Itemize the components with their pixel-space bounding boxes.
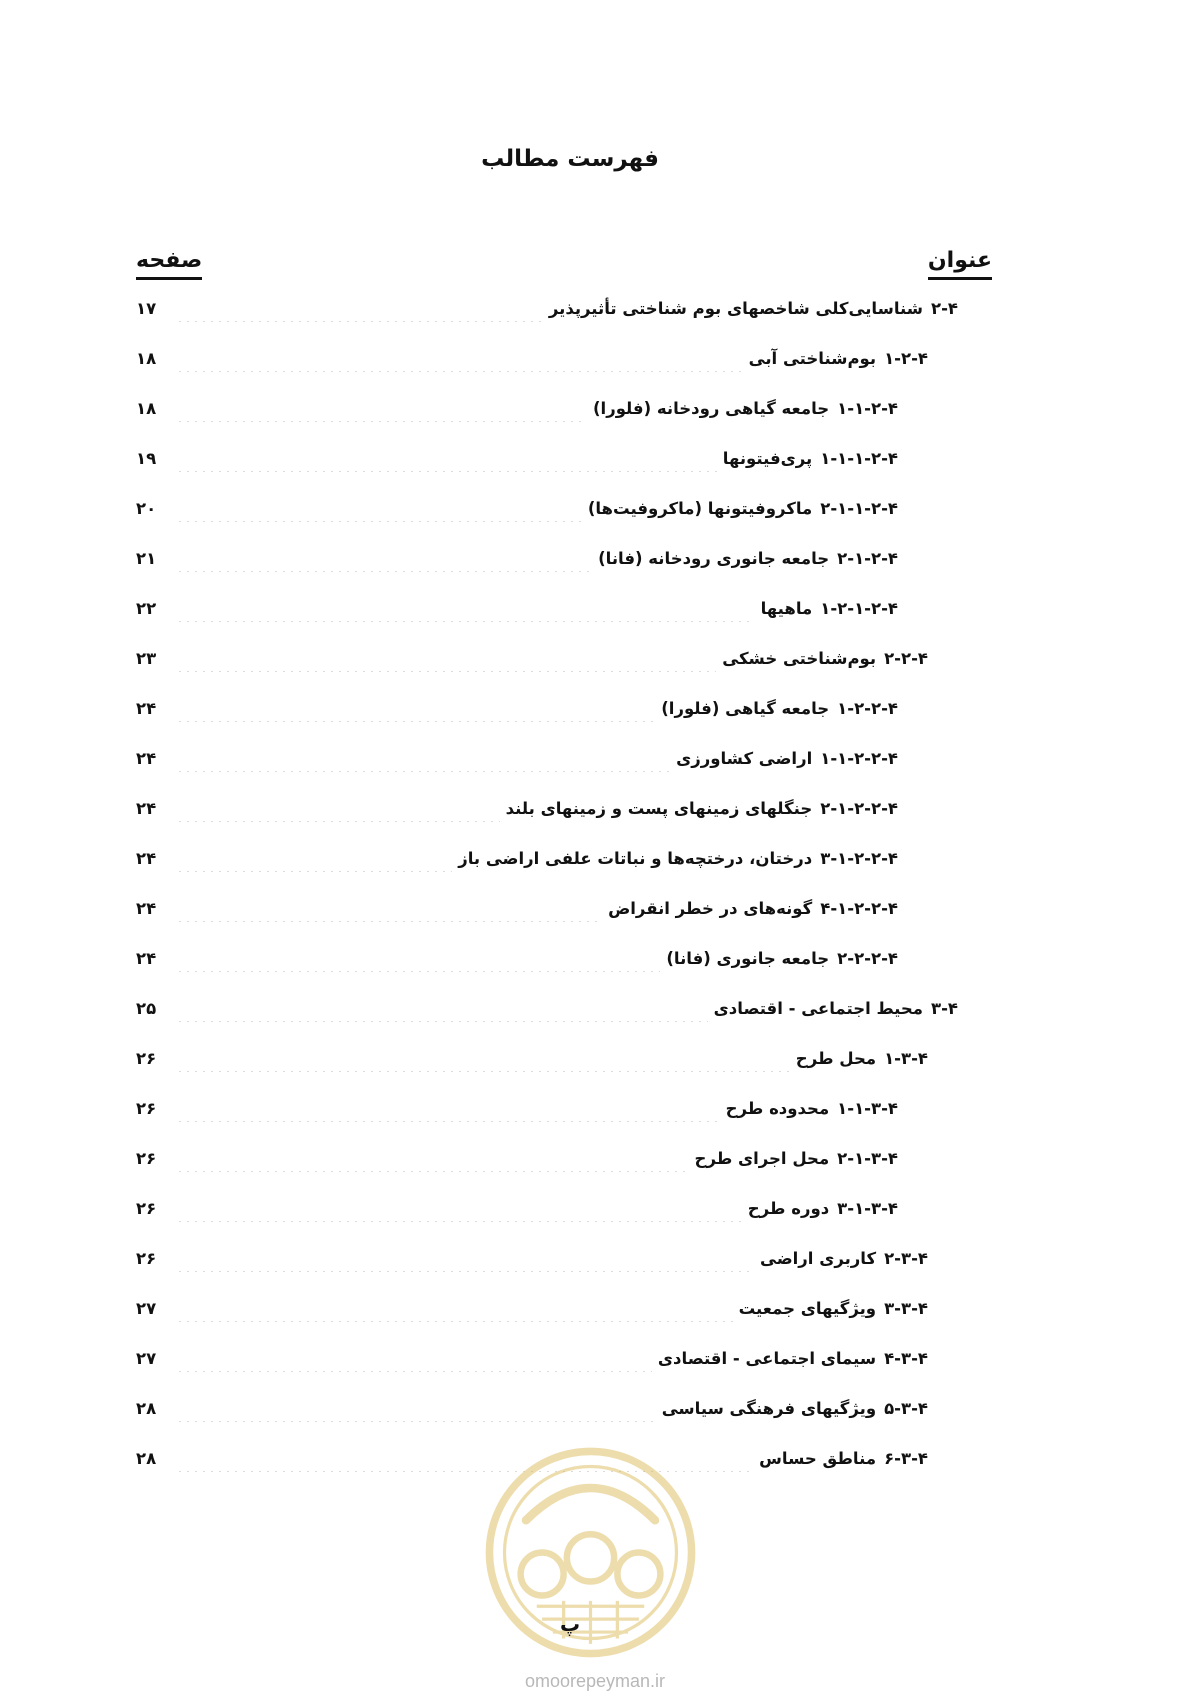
toc-page-number: ۲۸: [136, 1399, 157, 1418]
dot-leader: [176, 746, 670, 772]
toc-label: شناسایی‌کلی شاخصهای بوم شناختی تأثیرپذیر: [548, 299, 923, 318]
toc-number: ۲-۴: [931, 299, 958, 318]
dot-leader: [176, 696, 655, 722]
dot-leader: [176, 1246, 754, 1272]
toc-page-number: ۲۷: [136, 1299, 157, 1318]
toc-number: ۱-۲-۲-۴: [837, 699, 898, 718]
toc-page-number: ۲۴: [136, 799, 157, 818]
dot-leader: [176, 496, 582, 522]
dot-leader: [176, 946, 660, 972]
toc-page-number: ۲۶: [136, 1199, 157, 1218]
toc-row: [136, 846, 958, 896]
toc-page-number: ۲۴: [136, 899, 157, 918]
dot-leader: [176, 396, 587, 422]
dot-leader: [176, 896, 602, 922]
toc-page-number: ۲۳: [136, 649, 157, 668]
toc-row: [136, 446, 958, 496]
toc-row: [136, 1346, 958, 1396]
toc-page-number: ۲۴: [136, 849, 157, 868]
toc-row: [136, 996, 958, 1046]
page-number: پ: [559, 1612, 581, 1636]
toc-row: [136, 1196, 958, 1246]
toc-number: ۵-۳-۴: [884, 1399, 928, 1418]
toc-label: گونه‌های در خطر انقراض: [608, 899, 813, 918]
toc-number: ۶-۳-۴: [884, 1449, 928, 1468]
toc-label: محیط اجتماعی - اقتصادی: [713, 999, 923, 1018]
dot-leader: [176, 296, 543, 322]
dot-leader: [176, 1146, 689, 1172]
page-title: فهرست مطالب: [481, 146, 659, 172]
dot-leader: [176, 1346, 652, 1372]
toc-row: [136, 296, 958, 346]
toc-number: ۲-۲-۴: [884, 649, 928, 668]
toc-page-number: ۱۸: [136, 399, 157, 418]
toc-number: ۳-۱-۲-۲-۴: [820, 849, 898, 868]
toc-label: ویژگیهای فرهنگی سیاسی: [661, 1399, 877, 1418]
dot-leader: [176, 1296, 733, 1322]
toc-number: ۳-۱-۳-۴: [837, 1199, 898, 1218]
dot-leader: [176, 796, 500, 822]
toc-row: [136, 1096, 958, 1146]
column-header-title: عنوان: [928, 248, 992, 280]
toc-row: [136, 1246, 958, 1296]
dot-leader: [176, 1396, 656, 1422]
dot-leader: [176, 446, 717, 472]
toc-number: ۲-۳-۴: [884, 1249, 928, 1268]
dot-leader: [176, 346, 743, 372]
toc-label: محل طرح: [795, 1049, 877, 1068]
toc-label: محدوده طرح: [725, 1099, 830, 1118]
toc-label: ماکروفیتونها (ماکروفیت‌ها): [587, 499, 813, 518]
toc-number: ۱-۳-۴: [884, 1049, 928, 1068]
toc-number: ۱-۱-۲-۴: [837, 399, 898, 418]
toc-page-number: ۱۹: [136, 449, 157, 468]
toc-label: مناطق حساس: [759, 1449, 877, 1468]
dot-leader: [176, 596, 755, 622]
toc-number: ۱-۱-۳-۴: [837, 1099, 898, 1118]
toc-label: جامعه جانوری (فانا): [666, 949, 830, 968]
toc-row: [136, 546, 958, 596]
toc-row: [136, 1396, 958, 1446]
dot-leader: [176, 846, 452, 872]
toc-label: محل اجرای طرح: [694, 1149, 830, 1168]
toc-row: [136, 596, 958, 646]
toc-row: [136, 1296, 958, 1346]
toc-number: ۴-۳-۴: [884, 1349, 928, 1368]
toc-label: سیمای اجتماعی - اقتصادی: [657, 1349, 877, 1368]
toc-row: [136, 1046, 958, 1096]
toc-label: بوم‌شناختی آبی: [748, 349, 877, 368]
toc-label: ماهیها: [760, 599, 813, 618]
toc-row: [136, 896, 958, 946]
toc-page-number: ۲۲: [136, 599, 157, 618]
toc-row: [136, 396, 958, 446]
toc-number: ۴-۱-۲-۲-۴: [820, 899, 898, 918]
toc-page-number: ۲۷: [136, 1349, 157, 1368]
dot-leader: [176, 996, 708, 1022]
toc-page-number: ۲۶: [136, 1249, 157, 1268]
toc-row: [136, 496, 958, 546]
dot-leader: [176, 1096, 720, 1122]
dot-leader: [176, 546, 592, 572]
toc-number: ۱-۲-۴: [884, 349, 928, 368]
dot-leader: [176, 646, 716, 672]
dot-leader: [176, 1196, 742, 1222]
watermark-url: omoorepeyman.ir: [524, 1671, 666, 1691]
toc-label: کاربری اراضی: [760, 1249, 877, 1268]
toc-row: [136, 1146, 958, 1196]
toc-page-number: ۲۵: [136, 999, 157, 1018]
toc-page-number: ۲۶: [136, 1149, 157, 1168]
toc-number: ۲-۲-۲-۴: [837, 949, 898, 968]
toc-page-number: ۲۸: [136, 1449, 157, 1468]
table-of-contents: [136, 296, 958, 1496]
toc-number: ۳-۴: [931, 999, 958, 1018]
toc-page-number: ۲۴: [136, 949, 157, 968]
toc-page-number: ۲۴: [136, 699, 157, 718]
column-header-page: صفحه: [136, 248, 202, 280]
toc-number: ۲-۱-۱-۲-۴: [820, 499, 898, 518]
toc-row: [136, 746, 958, 796]
toc-page-number: ۲۰: [136, 499, 157, 518]
toc-row: [136, 796, 958, 846]
toc-label: پری‌فیتونها: [722, 449, 813, 468]
toc-page-number: ۲۱: [136, 549, 157, 568]
toc-label: جامعه گیاهی رودخانه (فلورا): [593, 399, 830, 418]
toc-page-number: ۲۴: [136, 749, 157, 768]
dot-leader: [176, 1046, 790, 1072]
toc-row: [136, 646, 958, 696]
toc-label: بوم‌شناختی خشکی: [722, 649, 877, 668]
toc-number: ۱-۲-۱-۲-۴: [820, 599, 898, 618]
toc-row: [136, 946, 958, 996]
toc-page-number: ۱۸: [136, 349, 157, 368]
toc-label: جامعه گیاهی (فلورا): [661, 699, 830, 718]
toc-row: [136, 346, 958, 396]
toc-row: [136, 696, 958, 746]
toc-number: ۳-۳-۴: [884, 1299, 928, 1318]
toc-number: ۲-۱-۲-۲-۴: [820, 799, 898, 818]
toc-page-number: ۲۶: [136, 1049, 157, 1068]
toc-page-number: ۱۷: [136, 299, 157, 318]
toc-label: جامعه جانوری رودخانه (فانا): [598, 549, 830, 568]
toc-number: ۲-۱-۲-۴: [837, 549, 898, 568]
toc-number: ۱-۱-۲-۲-۴: [820, 749, 898, 768]
toc-label: جنگلهای زمینهای پست و زمینهای بلند: [505, 799, 813, 818]
toc-number: ۱-۱-۱-۲-۴: [820, 449, 898, 468]
toc-label: اراضی کشاورزی: [676, 749, 813, 768]
toc-label: دوره طرح: [747, 1199, 830, 1218]
toc-label: درختان، درختچه‌ها و نباتات علفی اراضی باز: [458, 849, 813, 868]
toc-number: ۲-۱-۳-۴: [837, 1149, 898, 1168]
toc-page-number: ۲۶: [136, 1099, 157, 1118]
toc-label: ویژگیهای جمعیت: [738, 1299, 877, 1318]
